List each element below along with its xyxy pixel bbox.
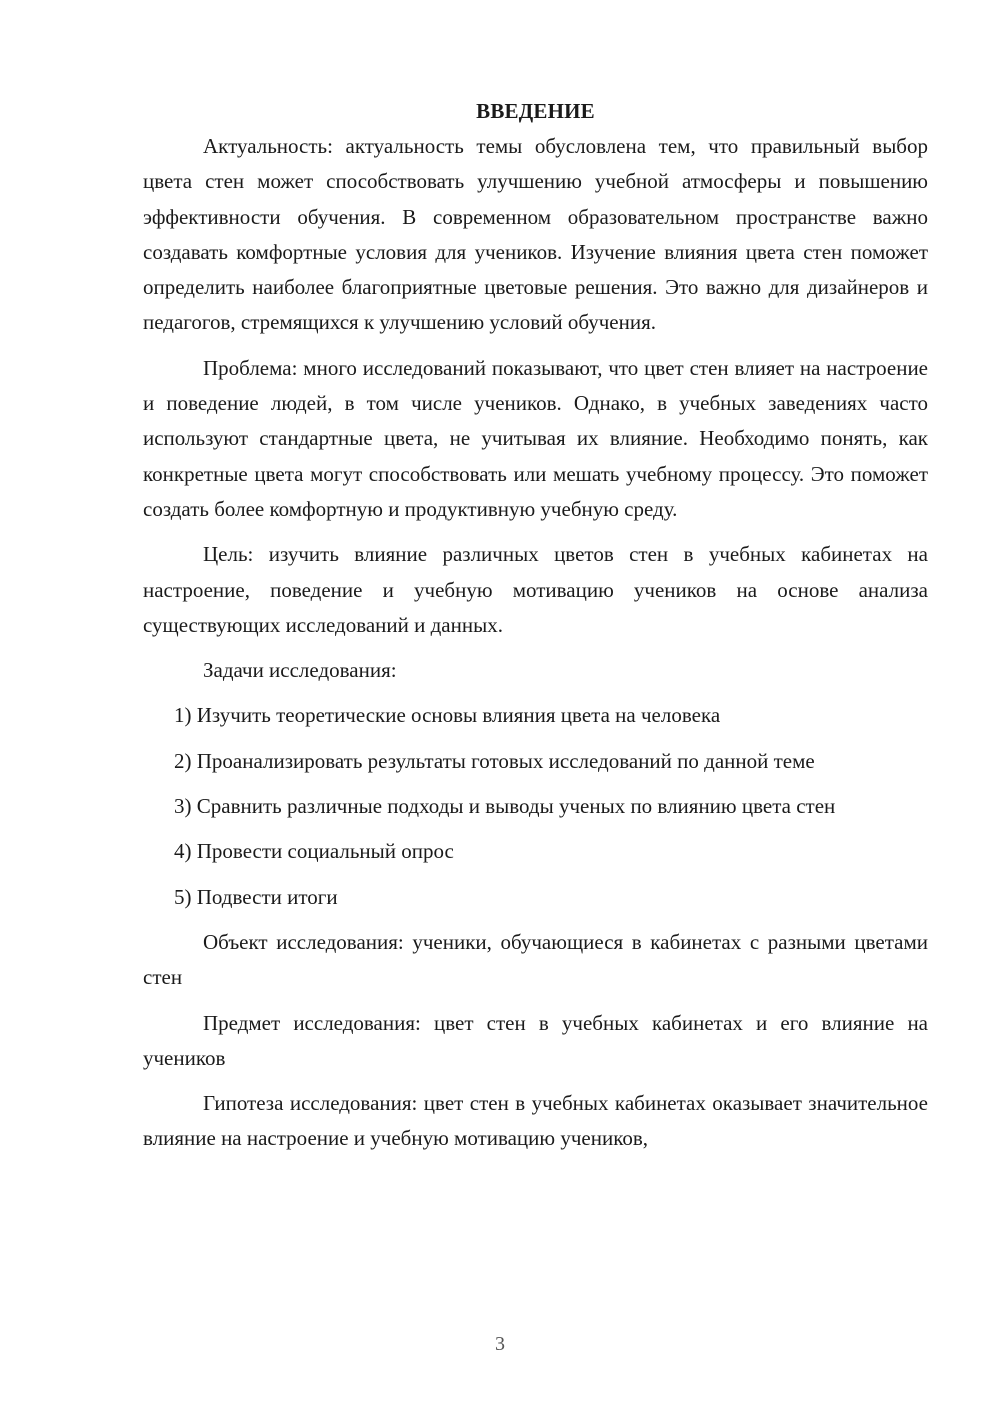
paragraph-problem: Проблема: много исследований показывают, что цвет стен влияет на настроение и поведение людей, в том числе учеников. Однако, в учебных заведениях часто используют стандартные цвета, не учитывая их влияние. Необходимо понять, как конкретные цвета могут способствовать или мешать учебному процессу. Это поможет создать более комфортную и продуктивную учебную среду. xyxy=(143,355,928,521)
section-heading: ВВЕДЕНИЕ xyxy=(476,99,595,123)
document-page xyxy=(143,96,928,1157)
page-number: 3 xyxy=(495,1333,505,1355)
tasks-title: Задачи исследования: xyxy=(203,658,397,683)
task-item-3: 3) Сравнить различные подходы и выводы ученых по влиянию цвета стен xyxy=(174,794,836,819)
paragraph-object: Объект исследования: ученики, обучающиеся в кабинетах с разными цветами стен xyxy=(143,929,928,990)
paragraph-relevance: Актуальность: актуальность темы обусловлена тем, что правильный выбор цвета стен может способствовать улучшению учебной атмосферы и повышению эффективности обучения. В современном образовательном пространстве важно создавать комфортные условия для учеников. Изучение влияния цвета стен поможет определить наиболее благоприятные цветовые решения. Это важно для дизайнеров и педагогов, стремящихся к улучшению условий обучения. xyxy=(143,134,928,335)
paragraph-goal: Цель: изучить влияние различных цветов стен в учебных кабинетах на настроение, поведение и учебную мотивацию учеников на основе анализа существующих исследований и данных. xyxy=(143,542,928,637)
paragraph-hypothesis: Гипотеза исследования: цвет стен в учебных кабинетах оказывает значительное влияние на настроение и учебную мотивацию учеников, xyxy=(143,1091,928,1151)
task-item-2: 2) Проанализировать результаты готовых исследований по данной теме xyxy=(174,748,815,773)
task-item-4: 4) Провести социальный опрос xyxy=(174,839,454,864)
task-item-5: 5) Подвести итоги xyxy=(174,884,338,909)
paragraph-subject: Предмет исследования: цвет стен в учебных кабинетах и его влияние на учеников xyxy=(143,1010,928,1070)
task-item-1: 1) Изучить теоретические основы влияния цвета на человека xyxy=(174,703,721,728)
